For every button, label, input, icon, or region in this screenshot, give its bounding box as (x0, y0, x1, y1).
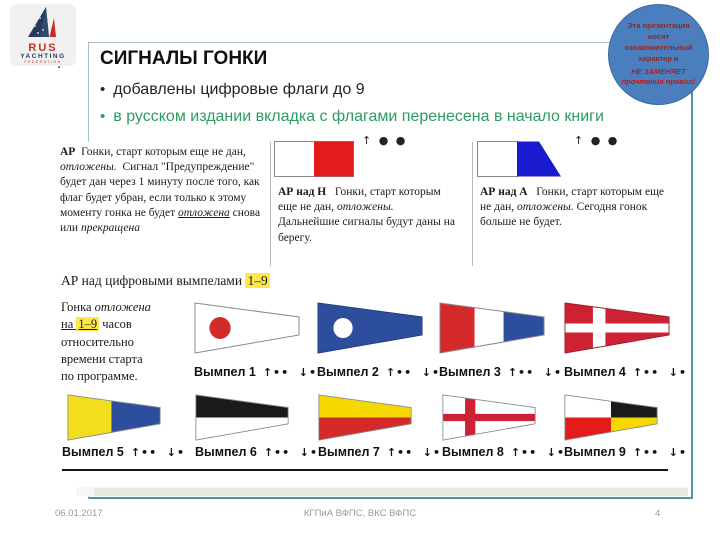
sail-icon (10, 4, 76, 40)
footer-organization: КГПиА ВФПС, ВКС ВФПС (303, 508, 417, 519)
ap-signal-text (60, 145, 266, 236)
pennant-1-label: Вымпел 1 ↑•• ↓• (194, 365, 318, 379)
ap-h-t2: Дальнейшие сигналы будут даны на берегу. (278, 216, 456, 244)
disclaimer-text: Эта презентация носит ознакомительный характер и (624, 21, 693, 63)
postpone-range-highlight: 1–9 (78, 317, 98, 332)
ap-over-h-text (278, 185, 458, 246)
pennant-1-icon (194, 302, 300, 354)
pennant-5-icon (67, 394, 161, 441)
pennant-5-label: Вымпел 5 ↑•• ↓• (62, 445, 186, 459)
disclaimer-note-circle (608, 4, 709, 105)
pennant-8-label: Вымпел 8 ↑•• ↓• (442, 445, 566, 459)
ap-em3: прекращена (80, 221, 140, 234)
postpone-l5: времени старта (61, 351, 143, 366)
ap-em1: отложены. (60, 161, 117, 174)
postpone-l4: относительно (61, 334, 134, 349)
flag-a-icon (477, 141, 561, 177)
ap-over-a-text (480, 185, 676, 231)
bullet-glyph: • (100, 108, 106, 125)
ap-a-t2: Сегодня гонок больше не будет. (480, 201, 648, 229)
logo-text-rus: RUS (28, 42, 58, 54)
pennant-3-label: Вымпел 3 ↑•• ↓• (439, 365, 563, 379)
footer-page-number: 4 (655, 508, 661, 519)
postpone-l3: часов (102, 317, 132, 332)
pennant-7-icon (318, 394, 412, 441)
table-column-divider (270, 142, 271, 266)
figure-bottom-rule (62, 469, 668, 471)
rus-yachting-logo (10, 4, 76, 66)
pennant-2-icon (317, 302, 423, 354)
numeral-prefix: АР над цифровыми вымпелами (61, 273, 243, 288)
footer-date: 06.01.2017 (55, 508, 103, 519)
logo-text-federation: FEDERATION (24, 60, 62, 64)
ap-head: АР (60, 146, 76, 158)
sound-signal-cropped: ↑ ● ● (574, 134, 620, 147)
bullet-item-2 (100, 107, 638, 128)
postpone-l1: Гонка (61, 300, 92, 314)
ap-h-head: АР над Н (278, 186, 327, 198)
bullet-1-text: добавлены цифровые флаги до 9 (113, 81, 365, 98)
pennant-9-label: Вымпел 9 ↑•• ↓• (564, 445, 688, 459)
numeral-range-highlight: 1–9 (247, 273, 268, 288)
flags-table-image (60, 134, 688, 487)
stray-period: . (57, 55, 62, 72)
ap-h-em: отложены. (336, 201, 394, 214)
pennant-4-icon (564, 302, 670, 354)
bullet-2-text: в русском издании вкладка с флагами перенесена в начало книги (113, 108, 604, 125)
pennant-6-label: Вымпел 6 ↑•• ↓• (195, 445, 319, 459)
logo-text-yachting: YACHTING (20, 53, 66, 60)
postpone-text (61, 299, 189, 385)
ap-a-t1: Гонки, старт которым еще не дан, (480, 186, 665, 214)
pennant-7-label: Вымпел 7 ↑•• ↓• (318, 445, 442, 459)
ap-a-head: АР над А (480, 186, 528, 198)
postpone-l6: по программе. (61, 369, 138, 383)
scrollbar-notch (76, 488, 94, 496)
numeral-pennants-heading (61, 273, 270, 289)
ap-a-em: отложены. (517, 201, 574, 214)
pennant-6-icon (195, 394, 289, 441)
pennant-8-icon (442, 394, 536, 441)
flag-h-icon (274, 141, 354, 177)
ap-t2: Сигнал "Предупреждение" будет дан через 1 минуту после того, как флаг будет убран, если только к этому моменту гонка не будет (60, 161, 260, 219)
disclaimer-emphasis: НЕ ЗАМЕНЯЕТ прочтения правил! (621, 66, 696, 87)
ap-t3: снова или (60, 206, 261, 234)
ap-h-t1: Гонки, старт которым еще не дан, (278, 186, 441, 214)
bullet-item-1 (100, 80, 625, 101)
image-scrollbar-strip (76, 487, 688, 496)
ap-em2: отложена (178, 206, 230, 219)
sound-signal-cropped: ↑ ● ● (362, 134, 408, 147)
pennant-9-icon (564, 394, 658, 441)
postpone-l2: на (61, 317, 74, 332)
pennant-3-icon (439, 302, 545, 354)
table-column-divider (472, 142, 473, 266)
bullet-glyph: • (100, 81, 106, 98)
postpone-em: отложена (94, 300, 151, 314)
ap-t1: Гонки, старт которым еще не дан, (81, 146, 246, 158)
page-title: СИГНАЛЫ ГОНКИ (100, 48, 268, 69)
pennant-4-label: Вымпел 4 ↑•• ↓• (564, 365, 688, 379)
pennant-2-label: Вымпел 2 ↑•• ↓• (317, 365, 441, 379)
